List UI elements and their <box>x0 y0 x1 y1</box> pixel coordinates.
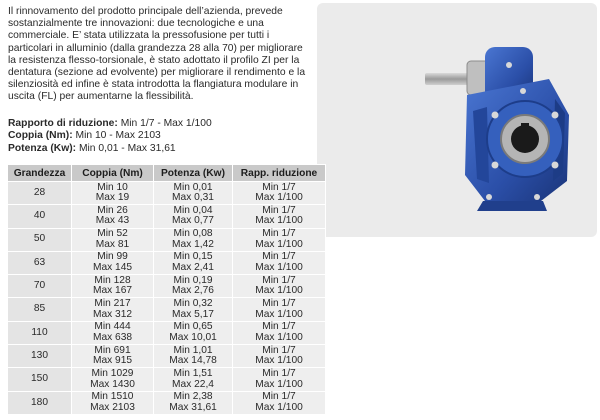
cell-coppia <box>72 182 154 205</box>
bolt-icon <box>506 62 512 68</box>
cell-rapporto <box>233 182 326 205</box>
cell-rapp-max: Max 1/100 <box>255 285 303 297</box>
input-shaft <box>425 73 469 85</box>
cell-rapp-max: Max 1/100 <box>255 378 303 390</box>
cell-grandezza: 40 <box>33 210 46 222</box>
cell-rapp-max: Max 1/100 <box>255 401 303 413</box>
table-body <box>8 182 326 415</box>
column-header: Potenza (Kw) <box>154 165 233 182</box>
cell-coppia-min: Min 99 <box>97 251 128 263</box>
cell-rapp-min: Min 1/7 <box>262 367 296 379</box>
cell-size <box>8 205 72 228</box>
cell-rapp-min: Min 1/7 <box>262 251 296 263</box>
cell-potenza-min: Min 0,65 <box>173 321 213 333</box>
bolt-icon <box>534 194 540 200</box>
cell-size <box>8 391 72 414</box>
cell-rapporto <box>233 321 326 344</box>
mounting-foot <box>477 201 547 211</box>
cell-size <box>8 182 72 205</box>
cell-coppia-min: Min 26 <box>97 204 128 216</box>
cell-rapporto <box>233 275 326 298</box>
cell-coppia-max: Max 43 <box>95 215 130 227</box>
cell-rapp-max: Max 1/100 <box>255 238 303 250</box>
cell-coppia-min: Min 1510 <box>91 391 134 403</box>
cell-potenza-min: Min 0,08 <box>173 228 213 240</box>
cell-coppia <box>72 205 154 228</box>
table-row <box>8 182 326 205</box>
cell-grandezza: 110 <box>31 326 48 338</box>
cell-rapp-max: Max 1/100 <box>255 331 303 343</box>
cell-coppia-max: Max 81 <box>95 238 130 250</box>
cell-rapporto <box>233 298 326 321</box>
cell-coppia-max: Max 19 <box>95 192 130 204</box>
table-row <box>8 345 326 368</box>
spec-line-potenza <box>8 143 308 155</box>
bolt-icon <box>492 112 499 119</box>
cell-potenza-min: Min 0,04 <box>173 204 213 216</box>
cell-rapp-max: Max 1/100 <box>255 262 303 274</box>
cell-coppia-max: Max 312 <box>92 308 133 320</box>
cell-potenza-max: Max 0,77 <box>172 215 214 227</box>
cell-rapporto <box>233 368 326 391</box>
specifications-table <box>7 164 326 415</box>
cell-rapporto <box>233 251 326 274</box>
cell-coppia <box>72 251 154 274</box>
cell-coppia <box>72 228 154 251</box>
cell-potenza-min: Min 0,19 <box>173 274 213 286</box>
cell-coppia-min: Min 128 <box>94 274 131 286</box>
cell-rapp-min: Min 1/7 <box>262 204 296 216</box>
cell-size <box>8 345 72 368</box>
cell-grandezza: 150 <box>31 373 48 385</box>
cell-rapp-min: Min 1/7 <box>262 344 296 356</box>
bolt-icon <box>486 194 492 200</box>
cell-coppia-min: Min 691 <box>94 344 131 356</box>
cell-coppia-max: Max 1430 <box>90 378 135 390</box>
table-row <box>8 251 326 274</box>
cell-coppia <box>72 368 154 391</box>
cell-coppia-min: Min 217 <box>94 298 131 310</box>
cell-coppia-min: Min 52 <box>97 228 128 240</box>
cell-coppia-min: Min 10 <box>97 181 128 193</box>
cell-grandezza: 70 <box>33 280 46 292</box>
cell-coppia-max: Max 2103 <box>90 401 135 413</box>
cell-rapp-max: Max 1/100 <box>255 192 303 204</box>
cell-rapp-min: Min 1/7 <box>262 298 296 310</box>
column-header: Coppia (Nm) <box>72 165 154 182</box>
spec-value: Min 0,01 - Max 31,61 <box>76 142 176 154</box>
cell-grandezza: 130 <box>31 349 48 361</box>
cell-size <box>8 368 72 391</box>
cell-rapporto <box>233 205 326 228</box>
cell-size <box>8 251 72 274</box>
cell-potenza <box>154 368 233 391</box>
bolt-icon <box>520 88 526 94</box>
spec-line-riduzione <box>8 118 308 130</box>
cell-rapporto <box>233 391 326 414</box>
cell-potenza-min: Min 1,01 <box>173 344 213 356</box>
table-header-row <box>8 165 326 182</box>
cell-rapp-min: Min 1/7 <box>262 391 296 403</box>
cell-rapporto <box>233 228 326 251</box>
cell-coppia-max: Max 915 <box>92 355 133 367</box>
cell-coppia-max: Max 145 <box>92 262 133 274</box>
output-bore <box>511 125 539 153</box>
table-row <box>8 205 326 228</box>
spec-value: Min 1/7 - Max 1/100 <box>117 118 212 129</box>
cell-potenza-min: Min 0,32 <box>173 298 213 310</box>
cell-potenza-max: Max 22,4 <box>172 378 214 390</box>
cell-rapp-max: Max 1/100 <box>255 308 303 320</box>
cell-potenza-max: Max 14,78 <box>169 355 217 367</box>
specs-summary <box>8 118 308 155</box>
cell-rapp-min: Min 1/7 <box>262 274 296 286</box>
cell-potenza-max: Max 2,76 <box>172 285 214 297</box>
table-row <box>8 228 326 251</box>
cell-potenza-min: Min 0,15 <box>173 251 213 263</box>
cell-potenza <box>154 298 233 321</box>
cell-rapp-max: Max 1/100 <box>255 355 303 367</box>
cell-rapp-min: Min 1/7 <box>262 181 296 193</box>
cell-size <box>8 298 72 321</box>
cell-coppia <box>72 298 154 321</box>
cell-potenza <box>154 205 233 228</box>
table-row <box>8 275 326 298</box>
cell-potenza-max: Max 10,01 <box>169 331 217 343</box>
cell-coppia-min: Min 444 <box>94 321 131 333</box>
cell-potenza-max: Max 31,61 <box>169 401 217 413</box>
column-header: Rapp. riduzione <box>233 165 326 182</box>
cell-potenza <box>154 275 233 298</box>
cell-potenza <box>154 251 233 274</box>
cell-coppia <box>72 391 154 414</box>
spec-label: Rapporto di riduzione: <box>8 118 118 129</box>
cell-grandezza: 50 <box>33 233 46 245</box>
spec-value: Min 10 - Max 2103 <box>72 130 161 142</box>
cell-grandezza: 28 <box>33 186 46 198</box>
cell-grandezza: 63 <box>33 256 46 268</box>
product-photo <box>317 3 597 237</box>
cell-potenza-min: Min 2,38 <box>173 391 213 403</box>
cell-coppia <box>72 275 154 298</box>
cell-potenza <box>154 391 233 414</box>
cell-potenza-max: Max 2,41 <box>172 262 214 274</box>
bolt-icon <box>552 112 559 119</box>
keyway <box>521 123 529 129</box>
spec-label: Coppia (Nm): <box>8 130 73 142</box>
cell-potenza-max: Max 5,17 <box>172 308 214 320</box>
cell-coppia <box>72 321 154 344</box>
cell-potenza <box>154 321 233 344</box>
cell-size <box>8 321 72 344</box>
intro-paragraph: Il rinnovamento del prodotto principale dell’azienda, prevede sostanzialmente tre innovazioni: due tecnologiche e una commerciale. E’ stata utilizzata la pressofusione per tutti i particolari in alluminio (dalla grandezza 28 alla 70) per migliorare la resistenza flesso-torsionale, è stato adottato il profilo ZI per la dentatura (sezione ad evolvente) per migliorare il rendimento e la silenziosità ed infine è stata introdotta la flangiatura modulare in uscita (FL) per aumentarne la flessibilità. <box>8 6 306 103</box>
cell-size <box>8 275 72 298</box>
cell-potenza-min: Min 1,51 <box>173 367 213 379</box>
cell-coppia-min: Min 1029 <box>91 367 134 379</box>
cell-rapp-max: Max 1/100 <box>255 215 303 227</box>
worm-gearbox-illustration <box>317 3 597 237</box>
column-header: Grandezza <box>8 165 72 182</box>
cell-coppia-max: Max 638 <box>92 331 133 343</box>
cell-grandezza: 85 <box>33 303 46 315</box>
spec-label: Potenza (Kw): <box>8 142 77 154</box>
table-row <box>8 321 326 344</box>
table-row <box>8 391 326 414</box>
cell-potenza-min: Min 0,01 <box>173 181 213 193</box>
cell-potenza <box>154 182 233 205</box>
bolt-icon <box>492 162 499 169</box>
bolt-icon <box>552 162 559 169</box>
cell-potenza <box>154 228 233 251</box>
cell-potenza-max: Max 0,31 <box>172 192 214 204</box>
spec-line-coppia <box>8 130 308 142</box>
cell-rapp-min: Min 1/7 <box>262 228 296 240</box>
table-row <box>8 298 326 321</box>
cell-size <box>8 228 72 251</box>
cell-grandezza: 180 <box>31 396 48 408</box>
cell-potenza <box>154 345 233 368</box>
cell-coppia-max: Max 167 <box>92 285 133 297</box>
cell-coppia <box>72 345 154 368</box>
table-row <box>8 368 326 391</box>
cell-rapporto <box>233 345 326 368</box>
cell-rapp-min: Min 1/7 <box>262 321 296 333</box>
cell-potenza-max: Max 1,42 <box>172 238 214 250</box>
